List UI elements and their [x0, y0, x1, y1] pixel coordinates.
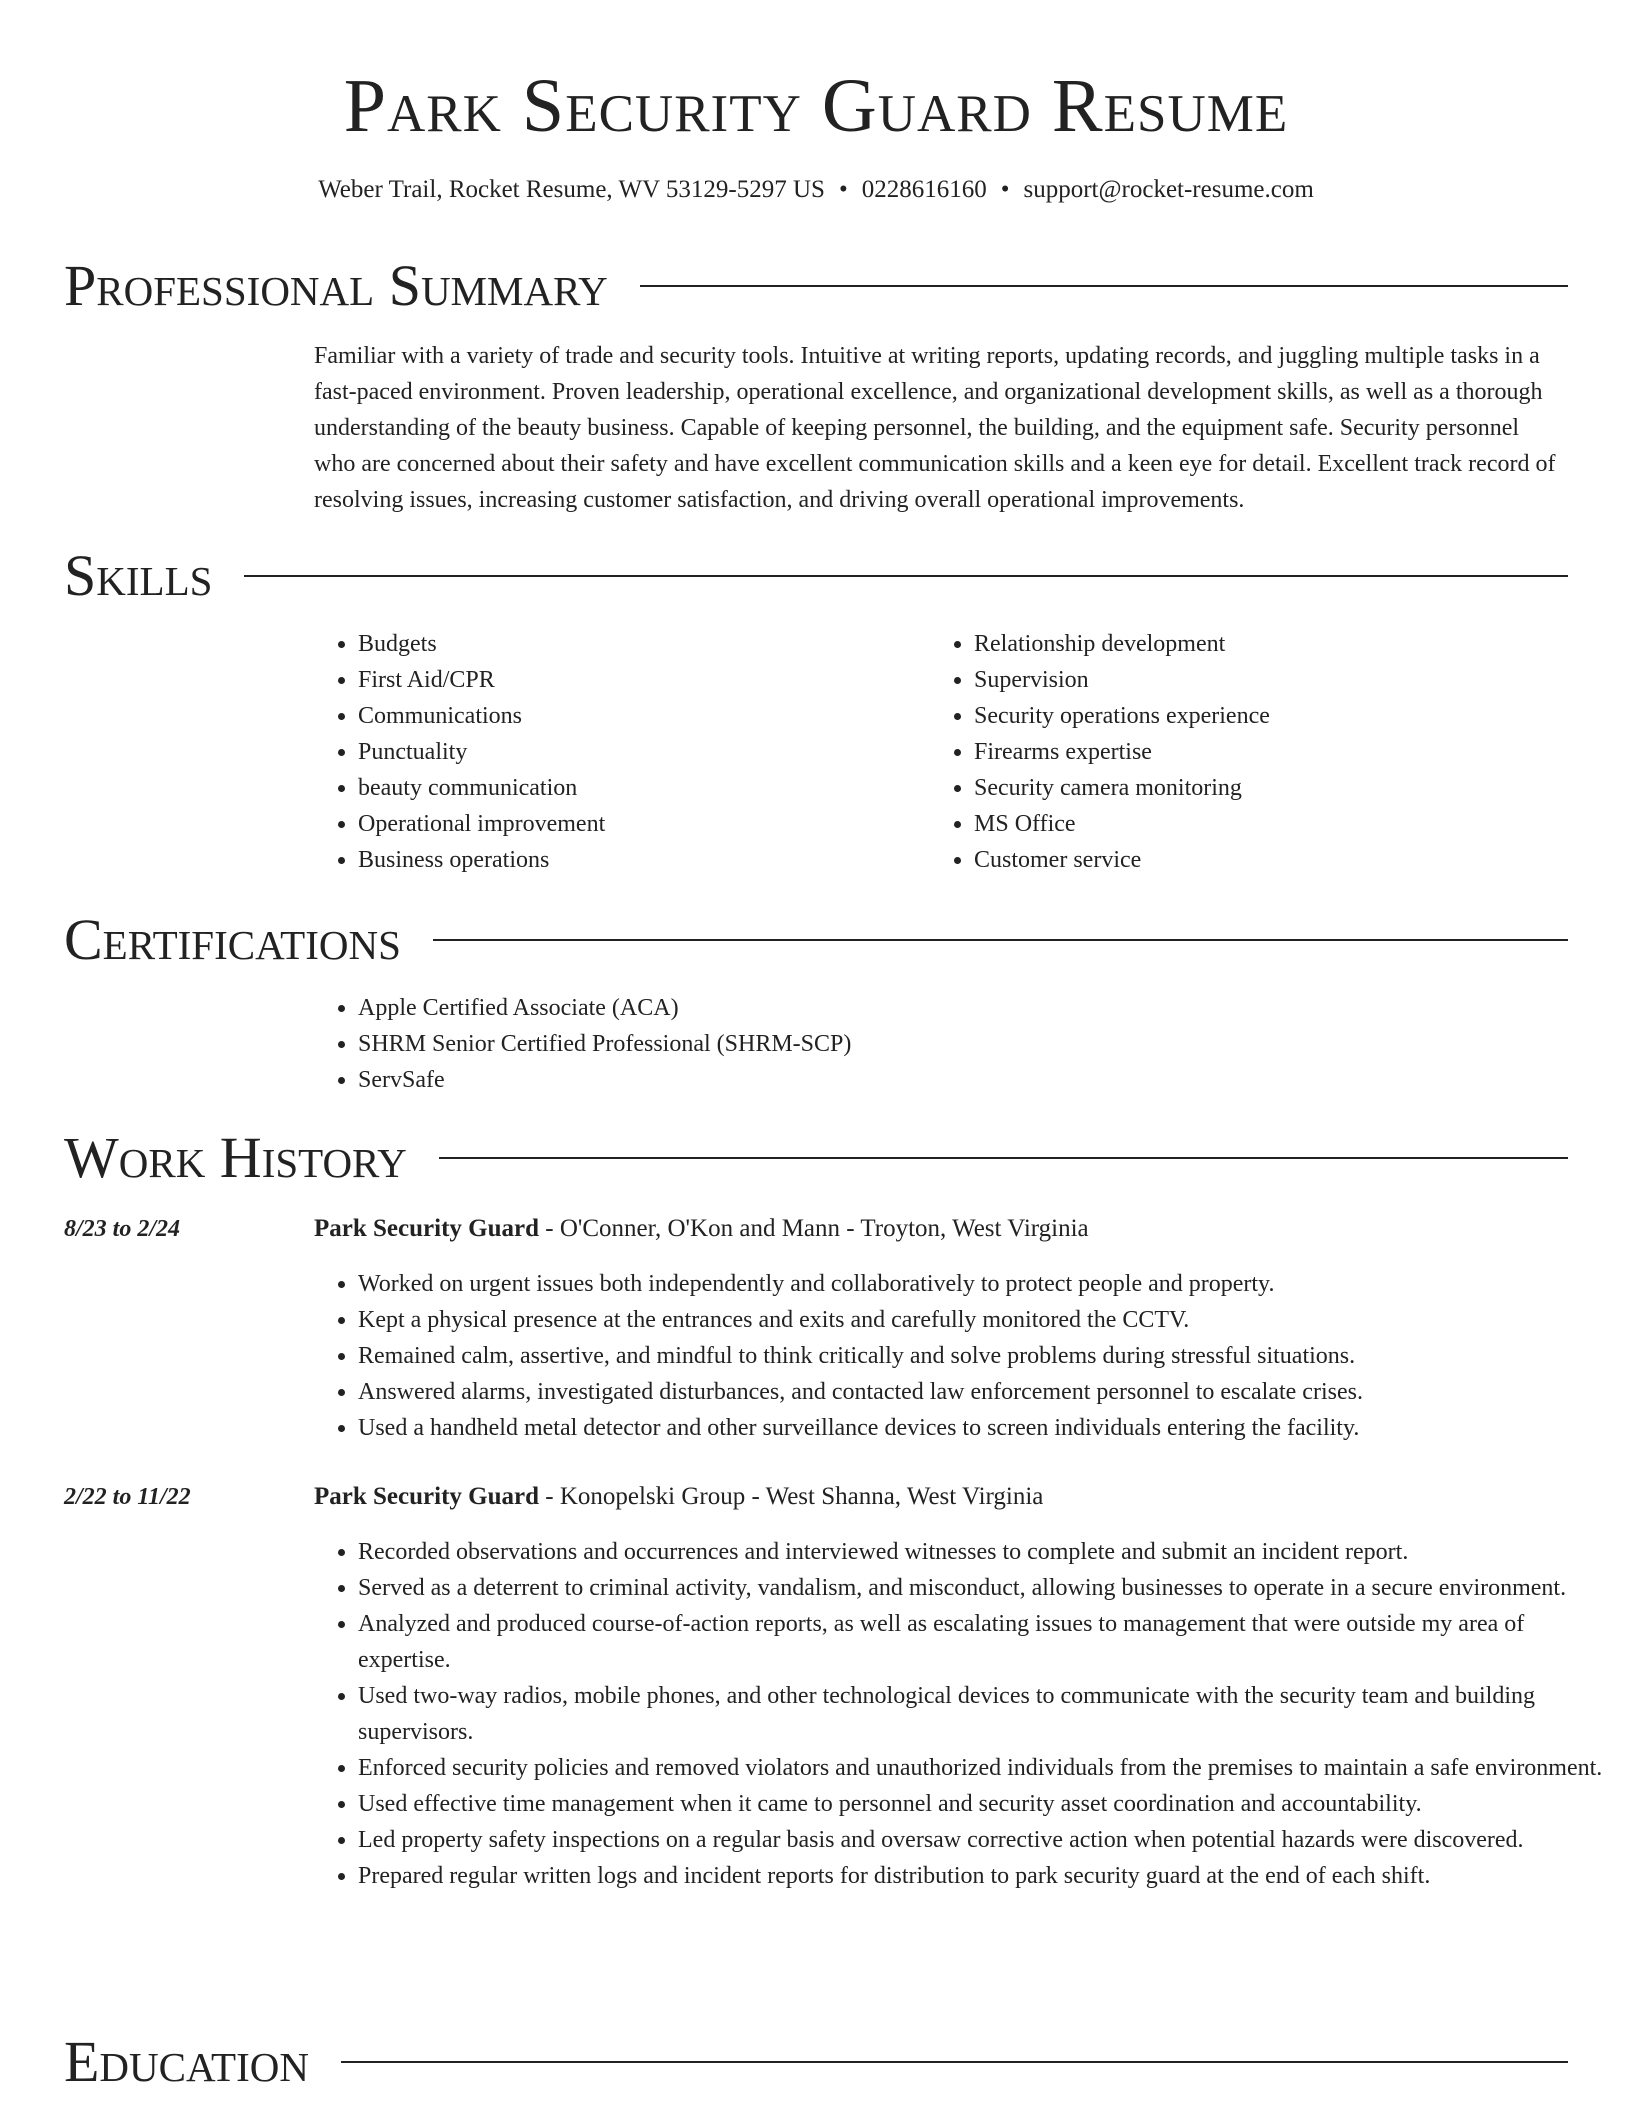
skill-item: • Firearms expertise — [974, 734, 1270, 770]
skill-item: • Supervision — [974, 662, 1270, 698]
job-bullet: • Remained calm, assertive, and mindful to think critically and solve problems during stressful situations. — [358, 1338, 1608, 1374]
skill-item: • Security camera monitoring — [974, 770, 1270, 806]
skill-item: • Budgets — [358, 626, 605, 662]
job-title: Park Security Guard — [314, 1483, 539, 1510]
job-bullet: • Worked on urgent issues both independently and collaboratively to protect people and property. — [358, 1266, 1608, 1302]
section-divider — [244, 575, 1568, 577]
section-title: Education — [64, 2029, 309, 2094]
job-dates: 2/22 to 11/22 — [64, 1484, 191, 1510]
skill-item: • First Aid/CPR — [358, 662, 605, 698]
skill-item: • Operational improvement — [358, 806, 605, 842]
contact-separator: • — [838, 176, 848, 203]
resume-title: Park Security Guard Resume — [343, 64, 1289, 148]
contact-address: Weber Trail, Rocket Resume, WV 53129-5297 US — [318, 176, 825, 203]
job-employer-location: - Konopelski Group - West Shanna, West Virginia — [539, 1483, 1044, 1510]
skill-item: • Customer service — [974, 842, 1270, 878]
certifications-list — [314, 990, 851, 1098]
skill-item: • beauty communication — [358, 770, 605, 806]
job-bullet: • Prepared regular written logs and incident reports for distribution to park security guard at the end of each shift. — [358, 1858, 1608, 1894]
contact-phone: 0228616160 — [861, 176, 987, 203]
job-bullet: • Served as a deterrent to criminal activity, vandalism, and misconduct, allowing businesses to operate in a secure environment. — [358, 1570, 1608, 1606]
skill-item: • Relationship development — [974, 626, 1270, 662]
certification-item: • Apple Certified Associate (ACA) — [358, 990, 851, 1026]
job-bullet: • Used two-way radios, mobile phones, and other technological devices to communicate with the security team and building supervisors. — [358, 1678, 1608, 1750]
skill-item: • Punctuality — [358, 734, 605, 770]
job-bullet: • Recorded observations and occurrences and interviewed witnesses to complete and submit an incident report. — [358, 1534, 1608, 1570]
contact-email: support@rocket-resume.com — [1023, 176, 1314, 203]
skills-list-left — [314, 626, 605, 878]
job-header — [314, 1211, 1089, 1247]
section-title: Skills — [64, 543, 213, 608]
job-bullet: • Enforced security policies and removed violators and unauthorized individuals from the premises to maintain a safe environment. — [358, 1750, 1608, 1786]
job-bullets — [314, 1266, 1608, 1446]
certification-item: • SHRM Senior Certified Professional (SHRM-SCP) — [358, 1026, 851, 1062]
job-bullet: • Led property safety inspections on a regular basis and oversaw corrective action when potential hazards were discovered. — [358, 1822, 1608, 1858]
job-bullets — [314, 1534, 1608, 1894]
job-bullet: • Used effective time management when it came to personnel and security asset coordination and accountability. — [358, 1786, 1608, 1822]
job-bullet: • Used a handheld metal detector and other surveillance devices to screen individuals entering the facility. — [358, 1410, 1608, 1446]
section-heading-education — [64, 2026, 1568, 2098]
section-divider — [433, 939, 1568, 941]
skill-item: • Security operations experience — [974, 698, 1270, 734]
section-heading-skills — [64, 540, 1568, 612]
section-heading-work-history — [64, 1122, 1568, 1194]
section-heading-certifications — [64, 904, 1568, 976]
certification-item: • ServSafe — [358, 1062, 851, 1098]
section-heading-summary — [64, 250, 1568, 322]
contact-line — [0, 172, 1632, 208]
section-title: Certifications — [64, 907, 401, 972]
summary-paragraph: Familiar with a variety of trade and security tools. Intuitive at writing reports, updating records, and juggling multiple tasks in a fast-paced environment. Proven leadership, operational excellence, and organizational development skills, as well as a thorough understanding of the beauty business. Capable of keeping personnel, the building, and the equipment safe. Security personnel who are concerned about their safety and have excellent communication skills and a keen eye for detail. Excellent track record of resolving issues, increasing customer satisfaction, and driving overall operational improvements. — [314, 343, 1556, 513]
section-divider — [439, 1157, 1568, 1159]
job-bullet: • Kept a physical presence at the entrances and exits and carefully monitored the CCTV. — [358, 1302, 1608, 1338]
job-employer-location: - O'Conner, O'Kon and Mann - Troyton, West Virginia — [539, 1215, 1089, 1242]
job-dates: 8/23 to 2/24 — [64, 1216, 181, 1242]
contact-separator: • — [1000, 176, 1010, 203]
skill-item: • Communications — [358, 698, 605, 734]
section-divider — [640, 285, 1568, 287]
section-title: Work History — [64, 1125, 407, 1190]
job-title: Park Security Guard — [314, 1215, 539, 1242]
job-header — [314, 1479, 1043, 1515]
skill-item: • Business operations — [358, 842, 605, 878]
skills-list-right — [930, 626, 1270, 878]
section-divider — [341, 2061, 1568, 2063]
job-bullet: • Analyzed and produced course-of-action reports, as well as escalating issues to management that were outside my area of expertise. — [358, 1606, 1608, 1678]
skill-item: • MS Office — [974, 806, 1270, 842]
section-title: Professional Summary — [64, 253, 608, 318]
job-bullet: • Answered alarms, investigated disturbances, and contacted law enforcement personnel to escalate crises. — [358, 1374, 1608, 1410]
